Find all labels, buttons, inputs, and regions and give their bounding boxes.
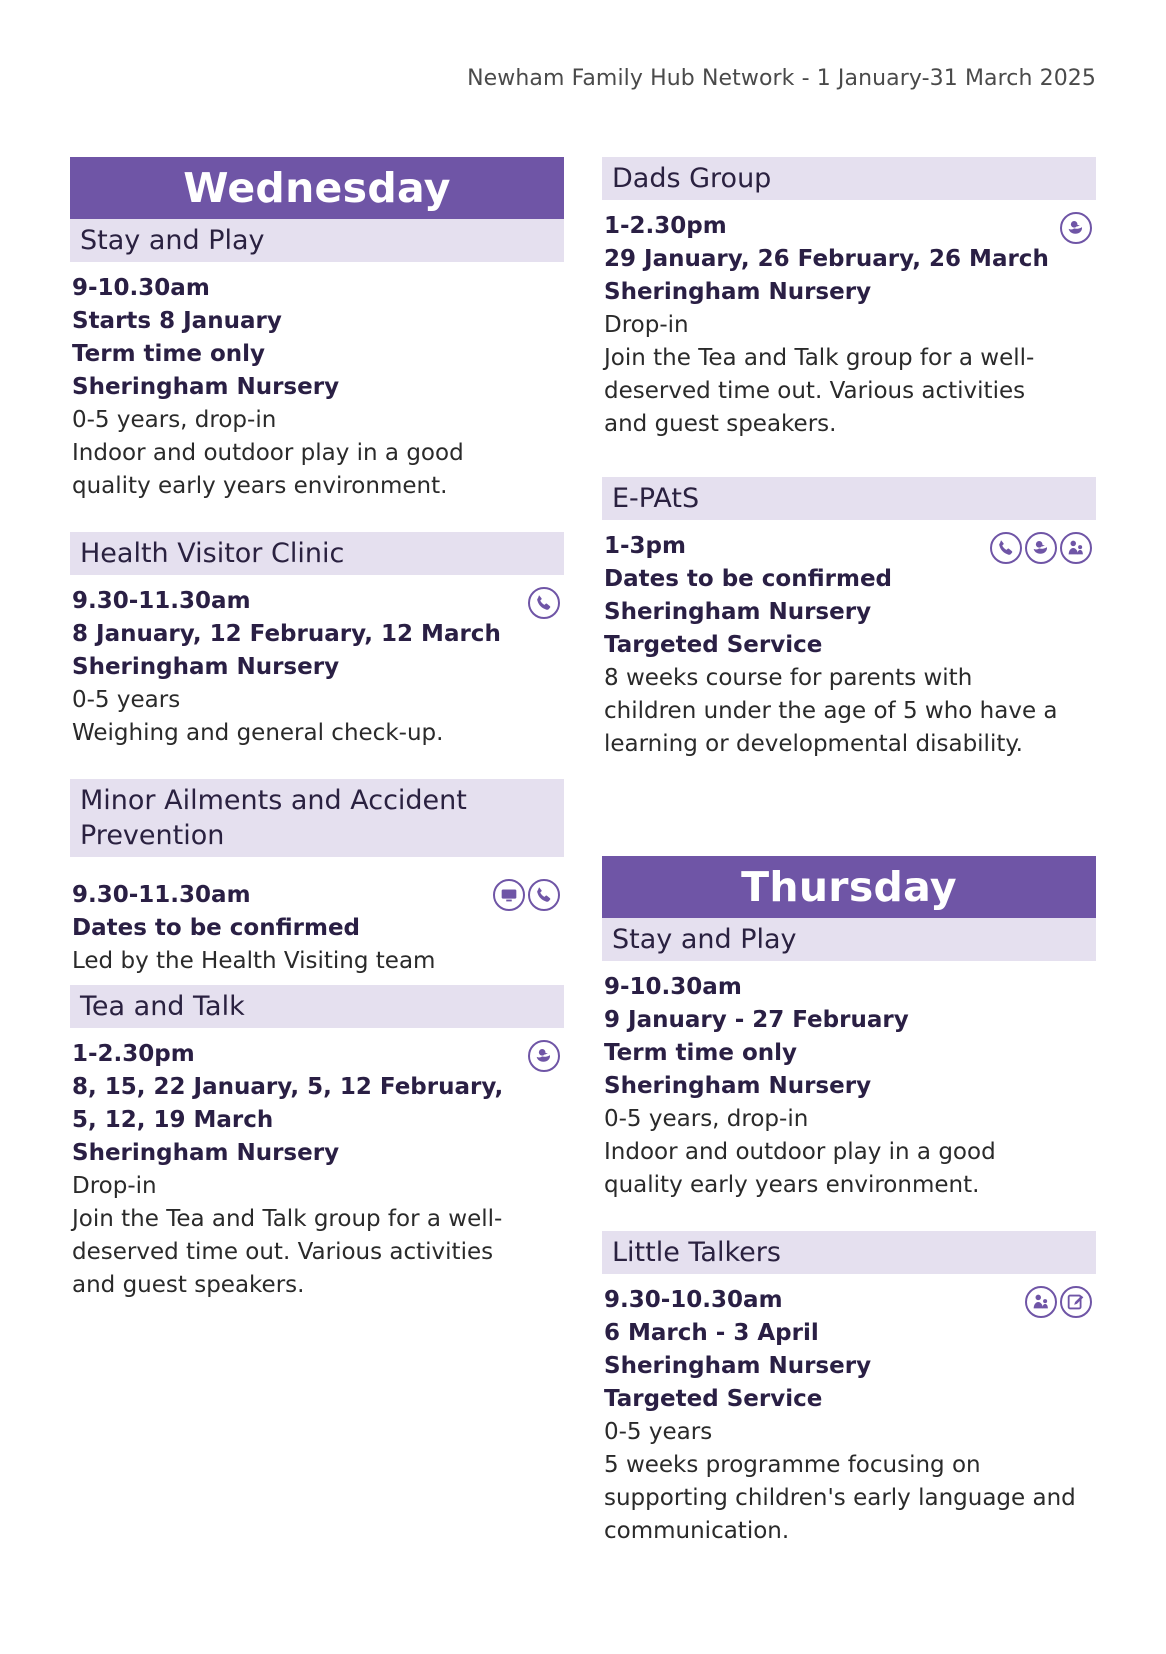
event-health-visitor-clinic	[70, 532, 564, 779]
event-body	[602, 961, 1096, 1231]
event-title-line: Prevention	[80, 820, 225, 851]
event-description-line: communication.	[604, 1518, 790, 1544]
event-description-line: Indoor and outdoor play in a good	[604, 1139, 996, 1165]
event-e-pats	[602, 477, 1096, 856]
phone-icon	[528, 879, 560, 911]
parent-child-icon	[1025, 1286, 1057, 1318]
event-description-line: quality early years environment.	[72, 473, 448, 499]
wednesday-column	[70, 157, 564, 1302]
event-venue: Sheringham Nursery	[604, 1353, 872, 1379]
event-little-talkers	[602, 1231, 1096, 1548]
event-description-line: Indoor and outdoor play in a good	[72, 440, 464, 466]
event-venue: Sheringham Nursery	[72, 1140, 340, 1166]
event-time: 9.30-11.30am	[72, 588, 251, 614]
event-icons	[1025, 1286, 1092, 1318]
event-note: Targeted Service	[604, 1386, 823, 1412]
event-age: 0-5 years	[72, 687, 181, 713]
event-description-line: supporting children's early language and	[604, 1485, 1076, 1511]
event-title: Stay and Play	[602, 918, 1096, 961]
event-title-line: Minor Ailments and Accident	[80, 785, 467, 816]
event-time: 9-10.30am	[604, 974, 742, 1000]
day-heading-thursday: Thursday	[602, 856, 1096, 918]
event-age: 0-5 years	[604, 1419, 713, 1445]
event-description-line: deserved time out. Various activities	[604, 378, 1026, 404]
event-title: Tea and Talk	[70, 985, 564, 1028]
event-body	[602, 520, 1096, 856]
event-venue: Sheringham Nursery	[604, 1073, 872, 1099]
event-body	[602, 1274, 1096, 1548]
event-icons	[990, 532, 1092, 564]
event-body	[70, 262, 564, 532]
event-description-line: children under the age of 5 who have a	[604, 698, 1058, 724]
event-description-line: learning or developmental disability.	[604, 731, 1023, 757]
online-screen-icon	[493, 879, 525, 911]
booking-pencil-icon	[1060, 1286, 1092, 1318]
event-description-line: Led by the Health Visiting team	[72, 948, 436, 974]
page-header: Newham Family Hub Network - 1 January-31 March 2025	[467, 66, 1096, 91]
duck-icon	[528, 1040, 560, 1072]
event-venue: Sheringham Nursery	[604, 279, 872, 305]
event-icons	[528, 1040, 560, 1072]
event-dates: 29 January, 26 February, 26 March	[604, 246, 1049, 272]
event-note: Term time only	[72, 341, 266, 367]
event-time: 9.30-11.30am	[72, 882, 251, 908]
event-dates: Dates to be confirmed	[604, 566, 893, 592]
event-note: Term time only	[604, 1040, 798, 1066]
duck-icon	[1060, 212, 1092, 244]
event-dates: Dates to be confirmed	[72, 915, 361, 941]
event-tea-and-talk	[70, 985, 564, 1302]
event-time: 1-2.30pm	[72, 1041, 195, 1067]
event-time: 1-3pm	[604, 533, 686, 559]
event-body	[70, 575, 564, 779]
event-venue: Sheringham Nursery	[72, 654, 340, 680]
event-dates: 8, 15, 22 January, 5, 12 February,	[72, 1074, 504, 1100]
event-body	[602, 200, 1096, 477]
event-stay-and-play-thu	[602, 918, 1096, 1231]
event-title: E-PAtS	[602, 477, 1096, 520]
event-age: Drop-in	[72, 1173, 157, 1199]
event-icons	[493, 879, 560, 911]
day-heading-wednesday: Wednesday	[70, 157, 564, 219]
event-dates: 8 January, 12 February, 12 March	[72, 621, 501, 647]
phone-icon	[990, 532, 1022, 564]
event-minor-ailments	[70, 779, 564, 985]
event-body	[70, 857, 564, 985]
event-title: Health Visitor Clinic	[70, 532, 564, 575]
event-dads-group	[602, 157, 1096, 477]
parent-child-icon	[1060, 532, 1092, 564]
event-description-line: 8 weeks course for parents with	[604, 665, 973, 691]
event-stay-and-play-wed	[70, 219, 564, 532]
event-description-line: deserved time out. Various activities	[72, 1239, 494, 1265]
event-icons	[528, 587, 560, 619]
event-venue: Sheringham Nursery	[604, 599, 872, 625]
event-age: 0-5 years, drop-in	[72, 407, 277, 433]
duck-icon	[1025, 532, 1057, 564]
phone-icon	[528, 587, 560, 619]
event-venue: Sheringham Nursery	[72, 374, 340, 400]
event-body	[70, 1028, 564, 1302]
event-description-line: Join the Tea and Talk group for a well-	[72, 1206, 503, 1232]
event-age: Drop-in	[604, 312, 689, 338]
event-dates: Starts 8 January	[72, 308, 282, 334]
event-title: Little Talkers	[602, 1231, 1096, 1274]
event-time: 1-2.30pm	[604, 213, 727, 239]
event-time: 9-10.30am	[72, 275, 210, 301]
event-dates: 6 March - 3 April	[604, 1320, 819, 1346]
event-title: Dads Group	[602, 157, 1096, 200]
event-dates: 5, 12, 19 March	[72, 1107, 274, 1133]
event-icons	[1060, 212, 1092, 244]
event-note: Targeted Service	[604, 632, 823, 658]
event-title: Stay and Play	[70, 219, 564, 262]
event-description-line: 5 weeks programme focusing on	[604, 1452, 981, 1478]
event-age: 0-5 years, drop-in	[604, 1106, 809, 1132]
event-time: 9.30-10.30am	[604, 1287, 783, 1313]
event-description-line: and guest speakers.	[72, 1272, 305, 1298]
event-description-line: Weighing and general check-up.	[72, 720, 444, 746]
event-title	[70, 779, 564, 857]
right-column	[602, 157, 1096, 1548]
event-description-line: Join the Tea and Talk group for a well-	[604, 345, 1035, 371]
event-description-line: quality early years environment.	[604, 1172, 980, 1198]
event-dates: 9 January - 27 February	[604, 1007, 909, 1033]
event-description-line: and guest speakers.	[604, 411, 837, 437]
